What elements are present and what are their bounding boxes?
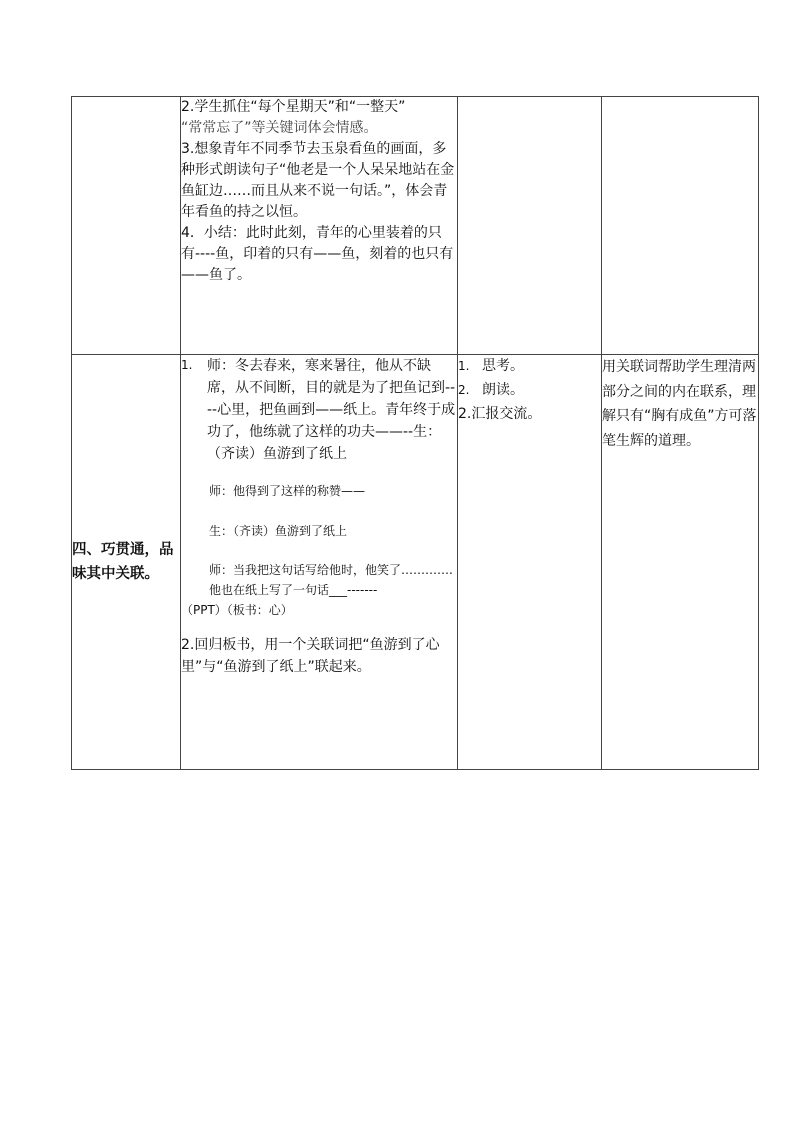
teacher-line: 师：他得到了这样的称赞—— — [209, 484, 366, 498]
teacher-line: 生：（齐读）鱼游到了纸上 — [209, 524, 348, 538]
teacher-activity-cell — [181, 355, 458, 770]
list-item: 1. 思考。 — [458, 358, 524, 374]
activity-line: 3.想象青年不同季节去玉泉看鱼的画面，多种形式朗读句子“他老是一个人呆呆地站在金鱼缸边……而且从来不说一句话。”，体会青年看鱼的持之以恒。 — [181, 141, 455, 220]
stage-title: 四、巧贯通，品味其中关联。 — [72, 355, 181, 770]
list-item: 2.汇报交流。 — [458, 406, 542, 422]
list-item: 2. 朗读。 — [458, 382, 524, 398]
student-activity-cell-empty — [458, 97, 602, 355]
teacher-activity-cell — [181, 97, 458, 355]
activity-line: “常常忘了”等关键词体会情感。 — [181, 120, 378, 136]
lesson-plan-table — [71, 96, 759, 770]
student-activity-cell — [458, 355, 602, 770]
table-row — [72, 355, 759, 770]
design-intent-cell-empty — [602, 97, 759, 355]
list-text: 师：冬去春来，寒来暑往，他从不缺席，从不间断，目的就是为了把鱼记到----心里，把鱼画到——纸上。青年终于成功了，他练就了这样的功夫——--生：（齐读）鱼游到了纸上 — [207, 358, 456, 462]
design-intent-cell: 用关联词帮助学生理清两部分之间的内在联系，理解只有“胸有成鱼”方可落笔生辉的道理。 — [602, 355, 759, 770]
activity-line: 4．小结：此时此刻，青年的心里装着的只有----鱼，印着的只有——鱼，刻着的也只有——鱼了。 — [181, 225, 454, 283]
table-row — [72, 97, 759, 355]
activity-line: 2.学生抓住“每个星期天”和“一整天” — [181, 99, 406, 115]
list-item — [181, 355, 457, 465]
teacher-line: 2.回归板书，用一个关联词把“鱼游到了心里”与“鱼游到了纸上”联起来。 — [181, 637, 440, 675]
list-number: 1. — [181, 358, 193, 372]
teacher-line: 师：当我把这句话写给他时，他笑了………….他也在纸上写了一句话___------- — [209, 563, 453, 597]
teacher-line: （PPT）（板书：心） — [181, 603, 293, 617]
stage-cell-empty — [72, 97, 181, 355]
